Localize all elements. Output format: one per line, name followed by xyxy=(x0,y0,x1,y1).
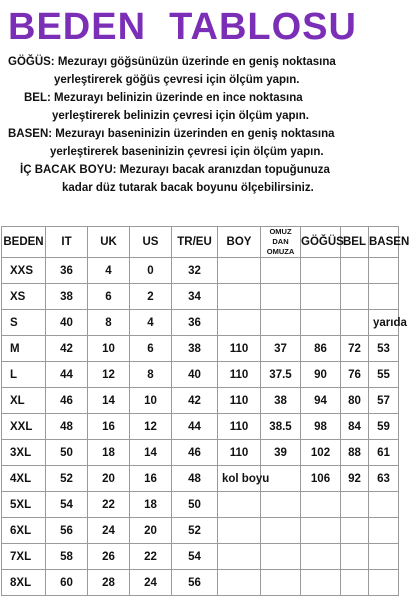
header-tr-eu: TR/EU xyxy=(172,227,218,258)
cell-beden: 8XL xyxy=(2,570,46,596)
cell-omuz xyxy=(261,492,301,518)
cell-bel xyxy=(341,518,369,544)
cell-bel: 76 xyxy=(341,362,369,388)
cell-us: 18 xyxy=(130,492,172,518)
cell-bel: 84 xyxy=(341,414,369,440)
cell-bel: 92 xyxy=(341,466,369,492)
cell-it: 40 xyxy=(46,310,88,336)
header-omuz-dan-omuza: OMUZ DAN OMUZA xyxy=(261,227,301,258)
cell-basen: 61 xyxy=(369,440,399,466)
cell-boy xyxy=(218,544,261,570)
cell-basen: 59 xyxy=(369,414,399,440)
cell-beden: S xyxy=(2,310,46,336)
cell-us: 4 xyxy=(130,310,172,336)
cell-it: 44 xyxy=(46,362,88,388)
cell-omuz xyxy=(261,544,301,570)
cell-gogus xyxy=(301,492,341,518)
cell-gogus xyxy=(301,518,341,544)
cell-beden: M xyxy=(2,336,46,362)
header-gogus: GÖĞÜS xyxy=(301,227,341,258)
cell-bel: 72 xyxy=(341,336,369,362)
cell-basen xyxy=(369,570,399,596)
cell-it: 54 xyxy=(46,492,88,518)
cell-gogus: 90 xyxy=(301,362,341,388)
cell-omuz: 38.5 xyxy=(261,414,301,440)
cell-omuz xyxy=(261,570,301,596)
cell-tr-eu: 46 xyxy=(172,440,218,466)
cell-bel: 80 xyxy=(341,388,369,414)
cell-gogus xyxy=(301,570,341,596)
cell-boy xyxy=(218,570,261,596)
cell-us: 2 xyxy=(130,284,172,310)
cell-basen xyxy=(369,492,399,518)
cell-tr-eu: 38 xyxy=(172,336,218,362)
header-uk: UK xyxy=(88,227,130,258)
size-chart-table xyxy=(1,226,409,596)
cell-boy xyxy=(218,492,261,518)
cell-beden: XS xyxy=(2,284,46,310)
table-row xyxy=(2,492,399,518)
cell-gogus xyxy=(301,258,341,284)
cell-beden: XL xyxy=(2,388,46,414)
cell-basen xyxy=(369,258,399,284)
cell-gogus xyxy=(301,284,341,310)
cell-it: 52 xyxy=(46,466,88,492)
cell-uk: 26 xyxy=(88,544,130,570)
cell-omuz: 39 xyxy=(261,440,301,466)
cell-bel xyxy=(341,544,369,570)
cell-tr-eu: 50 xyxy=(172,492,218,518)
cell-omuz xyxy=(261,310,301,336)
cell-omuz xyxy=(261,518,301,544)
table-header-row xyxy=(2,227,399,258)
cell-us: 6 xyxy=(130,336,172,362)
cell-basen: yarıda xyxy=(369,310,399,336)
cell-boy xyxy=(218,518,261,544)
instruction-line: yerleştirerek belinizin çevresi için ölçüm yapın. xyxy=(52,110,309,122)
cell-gogus xyxy=(301,544,341,570)
cell-uk: 10 xyxy=(88,336,130,362)
table-row xyxy=(2,362,399,388)
cell-uk: 14 xyxy=(88,388,130,414)
cell-boy: kol boyu xyxy=(218,466,261,492)
cell-bel xyxy=(341,258,369,284)
cell-boy: 110 xyxy=(218,336,261,362)
cell-beden: L xyxy=(2,362,46,388)
cell-bel xyxy=(341,570,369,596)
cell-boy xyxy=(218,258,261,284)
cell-boy xyxy=(218,284,261,310)
cell-bel xyxy=(341,284,369,310)
cell-boy xyxy=(218,310,261,336)
cell-tr-eu: 34 xyxy=(172,284,218,310)
table-row xyxy=(2,284,399,310)
cell-tr-eu: 40 xyxy=(172,362,218,388)
cell-tr-eu: 48 xyxy=(172,466,218,492)
cell-uk: 22 xyxy=(88,492,130,518)
header-beden: BEDEN xyxy=(2,227,46,258)
cell-it: 56 xyxy=(46,518,88,544)
table-row xyxy=(2,414,399,440)
cell-beden: 6XL xyxy=(2,518,46,544)
cell-uk: 16 xyxy=(88,414,130,440)
instruction-line: yerleştirerek göğüs çevresi için ölçüm yapın. xyxy=(54,74,300,86)
size-chart-title: BEDEN TABLOSU xyxy=(8,6,357,48)
cell-us: 20 xyxy=(130,518,172,544)
cell-basen xyxy=(369,544,399,570)
table-row xyxy=(2,388,399,414)
cell-uk: 20 xyxy=(88,466,130,492)
cell-beden: 4XL xyxy=(2,466,46,492)
cell-us: 14 xyxy=(130,440,172,466)
cell-gogus: 98 xyxy=(301,414,341,440)
header-us: US xyxy=(130,227,172,258)
cell-tr-eu: 56 xyxy=(172,570,218,596)
cell-gogus: 102 xyxy=(301,440,341,466)
header-basen: BASEN xyxy=(369,227,399,258)
instruction-line: BASEN: Mezurayı baseninizin üzerinden en geniş noktasına xyxy=(8,128,335,140)
cell-us: 8 xyxy=(130,362,172,388)
header-it: IT xyxy=(46,227,88,258)
cell-beden: 3XL xyxy=(2,440,46,466)
instruction-line: BEL: Mezurayı belinizin üzerinde en ince noktasına xyxy=(24,92,303,104)
cell-gogus: 86 xyxy=(301,336,341,362)
table-row xyxy=(2,440,399,466)
cell-basen: 57 xyxy=(369,388,399,414)
cell-it: 60 xyxy=(46,570,88,596)
cell-boy: 110 xyxy=(218,388,261,414)
cell-uk: 6 xyxy=(88,284,130,310)
cell-omuz: 38 xyxy=(261,388,301,414)
cell-gogus: 106 xyxy=(301,466,341,492)
cell-tr-eu: 36 xyxy=(172,310,218,336)
cell-tr-eu: 52 xyxy=(172,518,218,544)
cell-it: 48 xyxy=(46,414,88,440)
cell-tr-eu: 32 xyxy=(172,258,218,284)
cell-bel xyxy=(341,492,369,518)
header-boy: BOY xyxy=(218,227,261,258)
instruction-line: İÇ BACAK BOYU: Mezurayı bacak aranızdan topuğunuza xyxy=(20,164,330,176)
cell-beden: XXL xyxy=(2,414,46,440)
cell-omuz xyxy=(261,258,301,284)
cell-tr-eu: 54 xyxy=(172,544,218,570)
cell-uk: 4 xyxy=(88,258,130,284)
cell-gogus xyxy=(301,310,341,336)
cell-uk: 18 xyxy=(88,440,130,466)
cell-beden: XXS xyxy=(2,258,46,284)
cell-uk: 28 xyxy=(88,570,130,596)
table-row xyxy=(2,570,399,596)
cell-it: 38 xyxy=(46,284,88,310)
cell-it: 46 xyxy=(46,388,88,414)
cell-boy: 110 xyxy=(218,362,261,388)
cell-us: 10 xyxy=(130,388,172,414)
cell-it: 36 xyxy=(46,258,88,284)
cell-us: 24 xyxy=(130,570,172,596)
cell-basen: 55 xyxy=(369,362,399,388)
cell-us: 22 xyxy=(130,544,172,570)
cell-uk: 12 xyxy=(88,362,130,388)
cell-uk: 8 xyxy=(88,310,130,336)
table-row xyxy=(2,336,399,362)
instruction-line: kadar düz tutarak bacak boyunu ölçebilirsiniz. xyxy=(62,182,314,194)
cell-it: 42 xyxy=(46,336,88,362)
table-row xyxy=(2,258,399,284)
cell-gogus: 94 xyxy=(301,388,341,414)
instruction-line: GÖĞÜS: Mezurayı göğsünüzün üzerinde en geniş noktasına xyxy=(8,56,336,68)
cell-uk: 24 xyxy=(88,518,130,544)
table-row xyxy=(2,466,399,492)
cell-beden: 7XL xyxy=(2,544,46,570)
cell-omuz: 37.5 xyxy=(261,362,301,388)
cell-bel: 88 xyxy=(341,440,369,466)
cell-basen: 53 xyxy=(369,336,399,362)
cell-us: 12 xyxy=(130,414,172,440)
cell-basen xyxy=(369,518,399,544)
cell-it: 58 xyxy=(46,544,88,570)
cell-tr-eu: 44 xyxy=(172,414,218,440)
cell-tr-eu: 42 xyxy=(172,388,218,414)
table-row xyxy=(2,518,399,544)
cell-us: 16 xyxy=(130,466,172,492)
table-row xyxy=(2,310,399,336)
table-row xyxy=(2,544,399,570)
cell-beden: 5XL xyxy=(2,492,46,518)
cell-basen: 63 xyxy=(369,466,399,492)
instruction-line: yerleştirerek baseninizin çevresi için ölçüm yapın. xyxy=(50,146,324,158)
header-bel: BEL xyxy=(341,227,369,258)
cell-omuz: 37 xyxy=(261,336,301,362)
cell-boy: 110 xyxy=(218,440,261,466)
cell-basen xyxy=(369,284,399,310)
cell-it: 50 xyxy=(46,440,88,466)
cell-boy: 110 xyxy=(218,414,261,440)
cell-omuz xyxy=(261,284,301,310)
cell-bel xyxy=(341,310,369,336)
cell-us: 0 xyxy=(130,258,172,284)
